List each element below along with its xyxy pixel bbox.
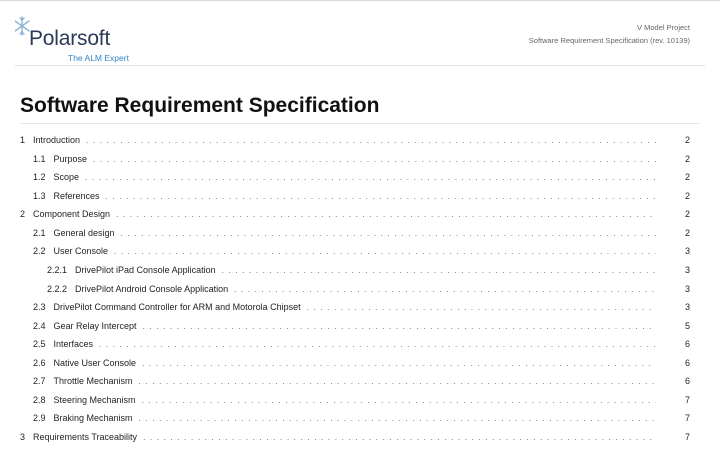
toc-entry-title[interactable]: Introduction [33, 135, 81, 145]
document-title: Software Requirement Specification [20, 94, 380, 117]
toc-dot-leader [139, 377, 656, 386]
toc-entry-title[interactable]: Scope [53, 172, 80, 183]
toc-entry[interactable] [20, 265, 690, 284]
toc-entry-number: 2.3 [33, 302, 46, 313]
toc-entry-title[interactable]: DrivePilot iPad Console Application [75, 264, 216, 275]
toc-entry-title[interactable]: Steering Mechanism [53, 394, 136, 405]
toc-entry-number: 3 [20, 432, 26, 442]
toc-entry[interactable] [20, 154, 690, 173]
toc-entry-number: 1.3 [33, 190, 46, 201]
toc-dot-leader [142, 396, 656, 405]
toc-entry-page[interactable]: 3 [684, 246, 690, 257]
toc-entry-number: 2.6 [33, 357, 46, 368]
toc-entry-page[interactable]: 3 [684, 302, 690, 313]
toc-dot-leader [222, 266, 656, 275]
toc-dot-leader [106, 192, 656, 201]
toc-entry-number: 2.8 [33, 394, 46, 405]
toc-entry-page[interactable]: 6 [684, 376, 690, 387]
toc-dot-leader [139, 414, 656, 423]
header-info [529, 21, 690, 47]
document-reference: Software Requirement Specification (rev. 10139) [528, 36, 690, 45]
toc-entry[interactable] [20, 246, 690, 265]
toc-entry-page[interactable]: 7 [684, 413, 690, 424]
toc-entry-page[interactable]: 6 [684, 357, 690, 368]
toc-entry[interactable] [20, 228, 690, 247]
company-logo [15, 15, 155, 63]
toc-dot-leader [85, 173, 656, 182]
toc-dot-leader [86, 136, 656, 145]
toc-dot-leader [121, 229, 656, 238]
toc-entry-page[interactable]: 7 [684, 394, 690, 405]
toc-entry[interactable] [20, 376, 690, 395]
toc-entry[interactable] [20, 321, 690, 340]
toc-entry-page[interactable]: 7 [684, 432, 690, 442]
toc-entry-title[interactable]: Throttle Mechanism [53, 376, 133, 387]
toc-entry-number: 2.2.1 [47, 264, 68, 275]
toc-entry-number: 1.1 [33, 153, 46, 164]
logo-tagline: The ALM Expert [68, 53, 129, 63]
project-name: V Model Project [637, 23, 690, 32]
toc-entry-page[interactable]: 6 [684, 339, 690, 350]
toc-entry[interactable] [20, 135, 690, 154]
logo-name: Polarsoft [29, 27, 111, 50]
toc-entry-page[interactable]: 2 [684, 172, 690, 183]
toc-entry-page[interactable]: 5 [684, 320, 690, 331]
toc-dot-leader [143, 433, 656, 442]
toc-entry-number: 2.2.2 [47, 283, 68, 294]
toc-entry[interactable] [20, 395, 690, 414]
toc-dot-leader [234, 285, 656, 294]
toc-entry-title[interactable]: DrivePilot Command Controller for ARM and Motorola Chipset [53, 302, 301, 313]
toc-entry-title[interactable]: Purpose [53, 153, 88, 164]
toc-entry-number: 2.1 [33, 227, 46, 238]
toc-entry[interactable] [20, 432, 690, 451]
toc-entry-number: 2 [20, 209, 26, 220]
toc-entry-title[interactable]: Component Design [33, 209, 111, 220]
title-divider [20, 123, 700, 124]
toc-dot-leader [142, 359, 656, 368]
toc-entry-number: 1.2 [33, 172, 46, 183]
toc-dot-leader [307, 303, 656, 312]
toc-entry[interactable] [20, 284, 690, 303]
toc-entry-title[interactable]: General design [53, 227, 115, 238]
toc-entry-title[interactable]: User Console [53, 246, 109, 257]
toc-dot-leader [99, 340, 656, 349]
toc-entry[interactable] [20, 191, 690, 210]
toc-entry-number: 2.7 [33, 376, 46, 387]
toc-entry[interactable] [20, 339, 690, 358]
toc-entry[interactable] [20, 172, 690, 191]
toc-entry-title[interactable]: References [53, 190, 100, 201]
toc-dot-leader [143, 322, 656, 331]
header-divider [15, 65, 705, 66]
toc-entry-page[interactable]: 2 [684, 209, 690, 220]
toc-entry-title[interactable]: Requirements Traceability [33, 432, 138, 442]
toc-dot-leader [93, 155, 656, 164]
toc-dot-leader [116, 210, 656, 219]
toc-entry-page[interactable]: 2 [684, 190, 690, 201]
toc-entry-number: 2.9 [33, 413, 46, 424]
toc-entry-title[interactable]: Interfaces [53, 339, 94, 350]
table-of-contents [20, 135, 690, 451]
toc-entry-number: 1 [20, 135, 26, 145]
toc-entry-title[interactable]: Braking Mechanism [53, 413, 133, 424]
toc-entry-title[interactable]: DrivePilot Android Console Application [75, 283, 229, 294]
toc-entry[interactable] [20, 209, 690, 228]
toc-entry-number: 2.4 [33, 320, 46, 331]
toc-entry-title[interactable]: Gear Relay Intercept [53, 320, 137, 331]
toc-entry[interactable] [20, 358, 690, 377]
toc-entry-page[interactable]: 3 [684, 283, 690, 294]
toc-entry-number: 2.2 [33, 246, 46, 257]
toc-dot-leader [114, 247, 656, 256]
toc-entry-title[interactable]: Native User Console [53, 357, 137, 368]
toc-entry[interactable] [20, 302, 690, 321]
toc-entry-page[interactable]: 2 [684, 135, 690, 145]
toc-entry-number: 2.5 [33, 339, 46, 350]
toc-entry-page[interactable]: 2 [684, 153, 690, 164]
toc-entry-page[interactable]: 2 [684, 227, 690, 238]
toc-entry[interactable] [20, 413, 690, 432]
toc-entry-page[interactable]: 3 [684, 264, 690, 275]
